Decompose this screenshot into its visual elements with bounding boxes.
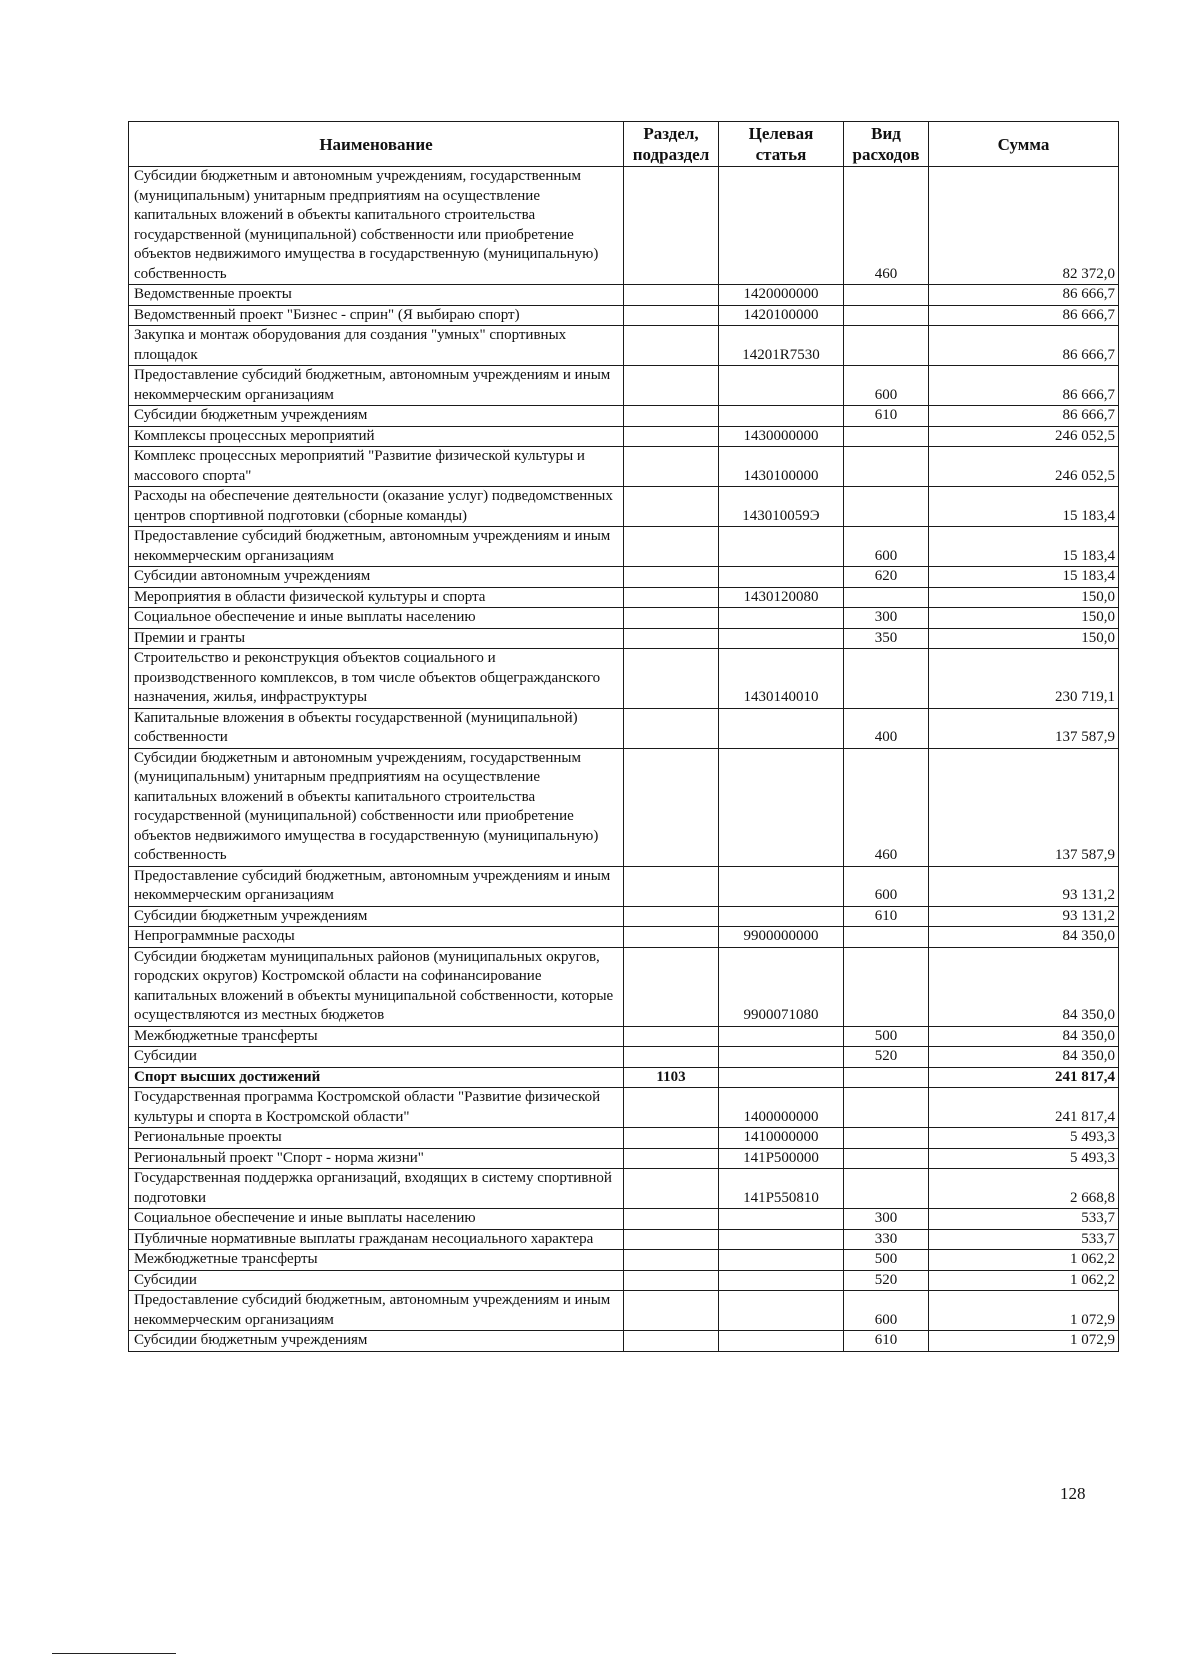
cell-section bbox=[624, 947, 719, 1026]
cell-type: 610 bbox=[844, 1331, 929, 1352]
cell-type: 300 bbox=[844, 608, 929, 629]
cell-name: Межбюджетные трансферты bbox=[129, 1250, 624, 1271]
cell-name: Региональные проекты bbox=[129, 1128, 624, 1149]
cell-name: Предоставление субсидий бюджетным, автономным учреждениям и иным некоммерческим организациям bbox=[129, 866, 624, 906]
budget-table bbox=[128, 121, 1119, 1352]
cell-type: 520 bbox=[844, 1270, 929, 1291]
cell-name: Субсидии бюджетным учреждениям bbox=[129, 1331, 624, 1352]
cell-name: Субсидии bbox=[129, 1047, 624, 1068]
table-row bbox=[129, 1250, 1119, 1271]
cell-target bbox=[719, 167, 844, 285]
table-body bbox=[129, 167, 1119, 1352]
cell-target: 1410000000 bbox=[719, 1128, 844, 1149]
cell-section bbox=[624, 1209, 719, 1230]
cell-type: 500 bbox=[844, 1250, 929, 1271]
cell-name: Публичные нормативные выплаты гражданам несоциального характера bbox=[129, 1229, 624, 1250]
table-row bbox=[129, 927, 1119, 948]
table-row bbox=[129, 285, 1119, 306]
cell-type bbox=[844, 1088, 929, 1128]
cell-type bbox=[844, 305, 929, 326]
cell-target: 141P500000 bbox=[719, 1148, 844, 1169]
table-row bbox=[129, 326, 1119, 366]
cell-sum: 533,7 bbox=[929, 1209, 1119, 1230]
cell-type bbox=[844, 1169, 929, 1209]
cell-type bbox=[844, 587, 929, 608]
cell-name: Государственная поддержка организаций, входящих в систему спортивной подготовки bbox=[129, 1169, 624, 1209]
cell-target bbox=[719, 748, 844, 866]
table-row bbox=[129, 167, 1119, 285]
cell-sum: 246 052,5 bbox=[929, 447, 1119, 487]
cell-type bbox=[844, 947, 929, 1026]
cell-section bbox=[624, 1026, 719, 1047]
cell-sum: 84 350,0 bbox=[929, 947, 1119, 1026]
cell-name: Расходы на обеспечение деятельности (оказание услуг) подведомственных центров спортивной подготовки (сборные команды) bbox=[129, 487, 624, 527]
cell-type: 460 bbox=[844, 748, 929, 866]
cell-name: Премии и гранты bbox=[129, 628, 624, 649]
table-row bbox=[129, 1047, 1119, 1068]
cell-target bbox=[719, 906, 844, 927]
cell-name: Субсидии бюджетным и автономным учреждениям, государственным (муниципальным) унитарным предприятиям на осуществление капитальных вложений в объекты капитального строительства государственной (муниципальной) собственности или приобретение объектов недвижимого имущества в государственную (муниципальную) собственность bbox=[129, 748, 624, 866]
cell-type: 600 bbox=[844, 366, 929, 406]
cell-target bbox=[719, 628, 844, 649]
cell-name: Ведомственные проекты bbox=[129, 285, 624, 306]
table-row bbox=[129, 527, 1119, 567]
table-row bbox=[129, 1148, 1119, 1169]
cell-target bbox=[719, 1229, 844, 1250]
cell-target: 1430140010 bbox=[719, 649, 844, 709]
cell-sum: 15 183,4 bbox=[929, 527, 1119, 567]
cell-section bbox=[624, 649, 719, 709]
table-row bbox=[129, 1209, 1119, 1230]
cell-type bbox=[844, 1128, 929, 1149]
cell-name: Предоставление субсидий бюджетным, автономным учреждениям и иным некоммерческим организациям bbox=[129, 366, 624, 406]
cell-section bbox=[624, 1169, 719, 1209]
cell-target bbox=[719, 527, 844, 567]
cell-name: Социальное обеспечение и иные выплаты населению bbox=[129, 1209, 624, 1230]
table-row bbox=[129, 1270, 1119, 1291]
cell-type: 520 bbox=[844, 1047, 929, 1068]
cell-section bbox=[624, 1047, 719, 1068]
cell-name: Предоставление субсидий бюджетным, автономным учреждениям и иным некоммерческим организациям bbox=[129, 1291, 624, 1331]
cell-type: 300 bbox=[844, 1209, 929, 1230]
cell-name: Региональный проект "Спорт - норма жизни" bbox=[129, 1148, 624, 1169]
cell-target bbox=[719, 608, 844, 629]
cell-section bbox=[624, 305, 719, 326]
cell-sum: 86 666,7 bbox=[929, 326, 1119, 366]
table-row bbox=[129, 487, 1119, 527]
cell-target: 1420000000 bbox=[719, 285, 844, 306]
cell-sum: 1 062,2 bbox=[929, 1250, 1119, 1271]
cell-sum: 150,0 bbox=[929, 628, 1119, 649]
header-type: Вид расходов bbox=[844, 122, 929, 167]
cell-type bbox=[844, 649, 929, 709]
cell-sum: 1 072,9 bbox=[929, 1331, 1119, 1352]
table-row bbox=[129, 608, 1119, 629]
cell-target: 1400000000 bbox=[719, 1088, 844, 1128]
cell-sum: 150,0 bbox=[929, 587, 1119, 608]
table-row bbox=[129, 1088, 1119, 1128]
cell-sum: 15 183,4 bbox=[929, 567, 1119, 588]
cell-sum: 5 493,3 bbox=[929, 1148, 1119, 1169]
cell-sum: 241 817,4 bbox=[929, 1088, 1119, 1128]
cell-sum: 84 350,0 bbox=[929, 1026, 1119, 1047]
cell-sum: 241 817,4 bbox=[929, 1067, 1119, 1088]
cell-section bbox=[624, 866, 719, 906]
table-row bbox=[129, 628, 1119, 649]
cell-name: Комплекс процессных мероприятий "Развитие физической культуры и массового спорта" bbox=[129, 447, 624, 487]
cell-type bbox=[844, 1148, 929, 1169]
cell-target: 1430120080 bbox=[719, 587, 844, 608]
cell-target: 1430100000 bbox=[719, 447, 844, 487]
table-row bbox=[129, 426, 1119, 447]
header-target: Целевая статья bbox=[719, 122, 844, 167]
cell-name: Субсидии бюджетным и автономным учреждениям, государственным (муниципальным) унитарным предприятиям на осуществление капитальных вложений в объекты капитального строительства государственной (муниципальной) собственности или приобретение объектов недвижимого имущества в государственную (муниципальную) собственность bbox=[129, 167, 624, 285]
cell-sum: 150,0 bbox=[929, 608, 1119, 629]
cell-section bbox=[624, 487, 719, 527]
cell-section bbox=[624, 708, 719, 748]
cell-target bbox=[719, 1331, 844, 1352]
table-row bbox=[129, 1067, 1119, 1088]
cell-type: 600 bbox=[844, 527, 929, 567]
cell-section bbox=[624, 567, 719, 588]
cell-section bbox=[624, 1291, 719, 1331]
cell-target: 143010059Э bbox=[719, 487, 844, 527]
cell-section bbox=[624, 447, 719, 487]
cell-type: 600 bbox=[844, 1291, 929, 1331]
cell-section bbox=[624, 587, 719, 608]
cell-type bbox=[844, 326, 929, 366]
cell-name: Закупка и монтаж оборудования для создания "умных" спортивных площадок bbox=[129, 326, 624, 366]
cell-target bbox=[719, 406, 844, 427]
table-row bbox=[129, 447, 1119, 487]
cell-section bbox=[624, 366, 719, 406]
cell-target: 9900071080 bbox=[719, 947, 844, 1026]
table-row bbox=[129, 1026, 1119, 1047]
cell-type: 330 bbox=[844, 1229, 929, 1250]
cell-type bbox=[844, 487, 929, 527]
header-section: Раздел, подраздел bbox=[624, 122, 719, 167]
cell-name: Межбюджетные трансферты bbox=[129, 1026, 624, 1047]
cell-section bbox=[624, 1128, 719, 1149]
cell-sum: 86 666,7 bbox=[929, 305, 1119, 326]
cell-section bbox=[624, 1270, 719, 1291]
cell-target bbox=[719, 1209, 844, 1230]
cell-section bbox=[624, 167, 719, 285]
table-header-row bbox=[129, 122, 1119, 167]
cell-sum: 84 350,0 bbox=[929, 1047, 1119, 1068]
table-row bbox=[129, 708, 1119, 748]
table-row bbox=[129, 1169, 1119, 1209]
cell-sum: 1 062,2 bbox=[929, 1270, 1119, 1291]
cell-type: 610 bbox=[844, 406, 929, 427]
cell-sum: 86 666,7 bbox=[929, 285, 1119, 306]
table-row bbox=[129, 906, 1119, 927]
cell-sum: 93 131,2 bbox=[929, 866, 1119, 906]
header-name: Наименование bbox=[129, 122, 624, 167]
cell-target: 141P550810 bbox=[719, 1169, 844, 1209]
table-row bbox=[129, 567, 1119, 588]
cell-type bbox=[844, 285, 929, 306]
cell-sum: 86 666,7 bbox=[929, 406, 1119, 427]
cell-sum: 2 668,8 bbox=[929, 1169, 1119, 1209]
cell-type: 400 bbox=[844, 708, 929, 748]
cell-name: Строительство и реконструкция объектов социального и производственного комплексов, в том числе объектов общегражданского назначения, жилья, инфраструктуры bbox=[129, 649, 624, 709]
cell-target bbox=[719, 708, 844, 748]
table-row bbox=[129, 748, 1119, 866]
table-row bbox=[129, 1291, 1119, 1331]
table-row bbox=[129, 866, 1119, 906]
cell-type: 460 bbox=[844, 167, 929, 285]
cell-name: Предоставление субсидий бюджетным, автономным учреждениям и иным некоммерческим организациям bbox=[129, 527, 624, 567]
cell-type: 620 bbox=[844, 567, 929, 588]
cell-section bbox=[624, 426, 719, 447]
cell-type bbox=[844, 447, 929, 487]
cell-target bbox=[719, 1291, 844, 1331]
table-row bbox=[129, 1229, 1119, 1250]
table-row bbox=[129, 649, 1119, 709]
cell-name: Ведомственный проект "Бизнес - сприн" (Я выбираю спорт) bbox=[129, 305, 624, 326]
cell-section bbox=[624, 748, 719, 866]
cell-target bbox=[719, 866, 844, 906]
cell-name: Мероприятия в области физической культуры и спорта bbox=[129, 587, 624, 608]
cell-name: Спорт высших достижений bbox=[129, 1067, 624, 1088]
cell-section bbox=[624, 1250, 719, 1271]
page-number: 128 bbox=[1060, 1484, 1086, 1503]
cell-type: 600 bbox=[844, 866, 929, 906]
cell-sum: 86 666,7 bbox=[929, 366, 1119, 406]
cell-name: Непрограммные расходы bbox=[129, 927, 624, 948]
cell-sum: 82 372,0 bbox=[929, 167, 1119, 285]
cell-target bbox=[719, 1026, 844, 1047]
cell-sum: 137 587,9 bbox=[929, 748, 1119, 866]
cell-sum: 84 350,0 bbox=[929, 927, 1119, 948]
cell-target bbox=[719, 1270, 844, 1291]
cell-type: 500 bbox=[844, 1026, 929, 1047]
cell-sum: 1 072,9 bbox=[929, 1291, 1119, 1331]
cell-name: Комплексы процессных мероприятий bbox=[129, 426, 624, 447]
cell-section: 1103 bbox=[624, 1067, 719, 1088]
cell-sum: 230 719,1 bbox=[929, 649, 1119, 709]
table-row bbox=[129, 587, 1119, 608]
cell-name: Капитальные вложения в объекты государственной (муниципальной) собственности bbox=[129, 708, 624, 748]
cell-section bbox=[624, 1331, 719, 1352]
cell-name: Субсидии bbox=[129, 1270, 624, 1291]
cell-name: Субсидии автономным учреждениям bbox=[129, 567, 624, 588]
cell-sum: 15 183,4 bbox=[929, 487, 1119, 527]
cell-sum: 5 493,3 bbox=[929, 1128, 1119, 1149]
cell-target bbox=[719, 1067, 844, 1088]
cell-section bbox=[624, 906, 719, 927]
table-row bbox=[129, 1331, 1119, 1352]
table-row bbox=[129, 305, 1119, 326]
cell-sum: 93 131,2 bbox=[929, 906, 1119, 927]
cell-section bbox=[624, 927, 719, 948]
cell-section bbox=[624, 527, 719, 567]
cell-sum: 137 587,9 bbox=[929, 708, 1119, 748]
cell-section bbox=[624, 1229, 719, 1250]
cell-type: 610 bbox=[844, 906, 929, 927]
cell-target bbox=[719, 1250, 844, 1271]
cell-section bbox=[624, 1088, 719, 1128]
cell-type: 350 bbox=[844, 628, 929, 649]
cell-target: 9900000000 bbox=[719, 927, 844, 948]
cell-section bbox=[624, 406, 719, 427]
cell-sum: 533,7 bbox=[929, 1229, 1119, 1250]
cell-section bbox=[624, 326, 719, 366]
table-row bbox=[129, 1128, 1119, 1149]
cell-section bbox=[624, 628, 719, 649]
table-row bbox=[129, 366, 1119, 406]
cell-target: 1430000000 bbox=[719, 426, 844, 447]
table-row bbox=[129, 947, 1119, 1026]
cell-target bbox=[719, 366, 844, 406]
table-row bbox=[129, 406, 1119, 427]
cell-name: Субсидии бюджетам муниципальных районов (муниципальных округов, городских округов) Костромской области на софинансирование капитальных вложений в объекты муниципальной собственности, которые осуществляются из местных бюджетов bbox=[129, 947, 624, 1026]
footnote-rule bbox=[52, 1653, 176, 1654]
cell-name: Государственная программа Костромской области "Развитие физической культуры и спорта в Костромской области" bbox=[129, 1088, 624, 1128]
cell-type bbox=[844, 927, 929, 948]
header-sum: Сумма bbox=[929, 122, 1119, 167]
cell-name: Субсидии бюджетным учреждениям bbox=[129, 406, 624, 427]
cell-section bbox=[624, 285, 719, 306]
cell-target: 1420100000 bbox=[719, 305, 844, 326]
cell-name: Субсидии бюджетным учреждениям bbox=[129, 906, 624, 927]
cell-section bbox=[624, 1148, 719, 1169]
cell-target bbox=[719, 567, 844, 588]
cell-target: 14201R7530 bbox=[719, 326, 844, 366]
cell-type bbox=[844, 1067, 929, 1088]
cell-sum: 246 052,5 bbox=[929, 426, 1119, 447]
cell-target bbox=[719, 1047, 844, 1068]
cell-name: Социальное обеспечение и иные выплаты населению bbox=[129, 608, 624, 629]
cell-type bbox=[844, 426, 929, 447]
cell-section bbox=[624, 608, 719, 629]
